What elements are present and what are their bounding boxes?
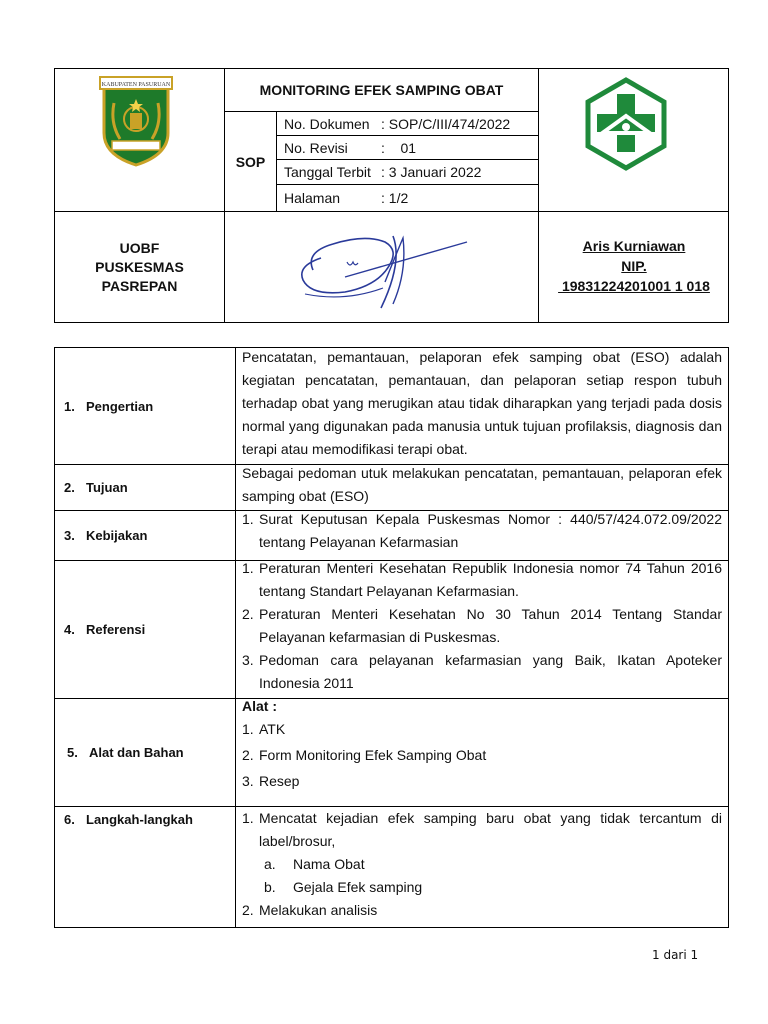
meta-row-revision: No. Revisi : 01 [284,139,417,156]
section-label-kebijakan: 3. Kebijakan [64,528,148,543]
list-item: 2. Peraturan Menteri Kesehatan No 30 Tahun 2014 Tentang Standar Pelayanan kefarmasian di Puskesmas. [242,606,722,645]
signatory-nip-label: NIP. [621,258,647,274]
list-item: 3. Pedoman cara pelayanan kefarmasian yang Baik, Ikatan Apoteker Indonesia 2011 [242,652,722,691]
sop-label: SOP [235,153,266,170]
list-item: 3. Resep [242,773,300,789]
section-text-tujuan: Sebagai pedoman utuk melakukan pencatatan, pemantauan, pelaporan efek samping obat (ESO) [242,465,722,504]
section-label-alat-bahan: 5. Alat dan Bahan [67,745,184,760]
sub-list-item: a. Nama Obat [264,856,365,872]
page-number: 1 dari 1 [652,948,699,962]
svg-text:KABUPATEN PASURUAN: KABUPATEN PASURUAN [101,82,171,88]
section-list-referensi [236,557,729,695]
list-heading: Alat : [242,698,277,714]
sub-list-item: b. Gejala Efek samping [264,879,423,895]
section-label-referensi: 4. Referensi [64,622,146,637]
section-text-pengertian: Pencatatan, pemantauan, pelaporan efek samping obat (ESO) adalah kegiatan pencatatan, pemantauan, dan pelaporan setiap respon tubuh terhadap obat yang merugikan atau tidak diharapkan yang terjadi pada dosis normal yang digunakan pada manusia untuk tujuan profilaksis, diagnosis dan terapi atau memodifikasi terapi obat. [242,349,722,457]
meta-row-page: Halaman : 1/2 [284,190,409,206]
list-item: 1. ATK [242,721,286,737]
document-title: MONITORING EFEK SAMPING OBAT [259,82,504,98]
signatory-nip: 19831224201001 1 018 [558,278,710,294]
list-item: 1. Surat Keputusan Kepala Puskesmas Nomor : 440/57/424.072.09/2022 tentang Pelayanan Kefarmasian [242,511,722,550]
signatory-name: Aris Kurniawan [582,238,686,254]
meta-row-document-number: No. Dokumen : SOP/C/III/474/2022 [284,115,511,132]
section-label-langkah: 6. Langkah-langkah [64,811,193,827]
unit-name: UOBF PUSKESMAS PASREPAN [95,239,184,294]
signature-image [285,222,485,317]
section-label-pengertian: 1. Pengertian [64,398,154,414]
list-item: 2. Melakukan analisis [242,902,378,918]
section-list-kebijakan [236,508,729,554]
regional-crest-logo [90,72,182,170]
meta-row-issue-date: Tanggal Terbit : 3 Januari 2022 [284,164,482,180]
signatory-block [539,236,729,300]
list-item: 1. Peraturan Menteri Kesehatan Republik Indonesia nomor 74 Tahun 2016 tentang Standart Pelayanan Kefarmasian. [242,560,722,599]
section-label-tujuan: 2. Tujuan [64,480,128,495]
section-list-alat-bahan [236,696,729,794]
section-list-langkah [236,807,729,922]
list-item: 1. Mencatat kejadian efek samping baru obat yang tidak tercantum di label/brosur, [242,810,722,849]
puskesmas-logo [580,75,672,173]
list-item: 2. Form Monitoring Efek Samping Obat [242,747,487,763]
